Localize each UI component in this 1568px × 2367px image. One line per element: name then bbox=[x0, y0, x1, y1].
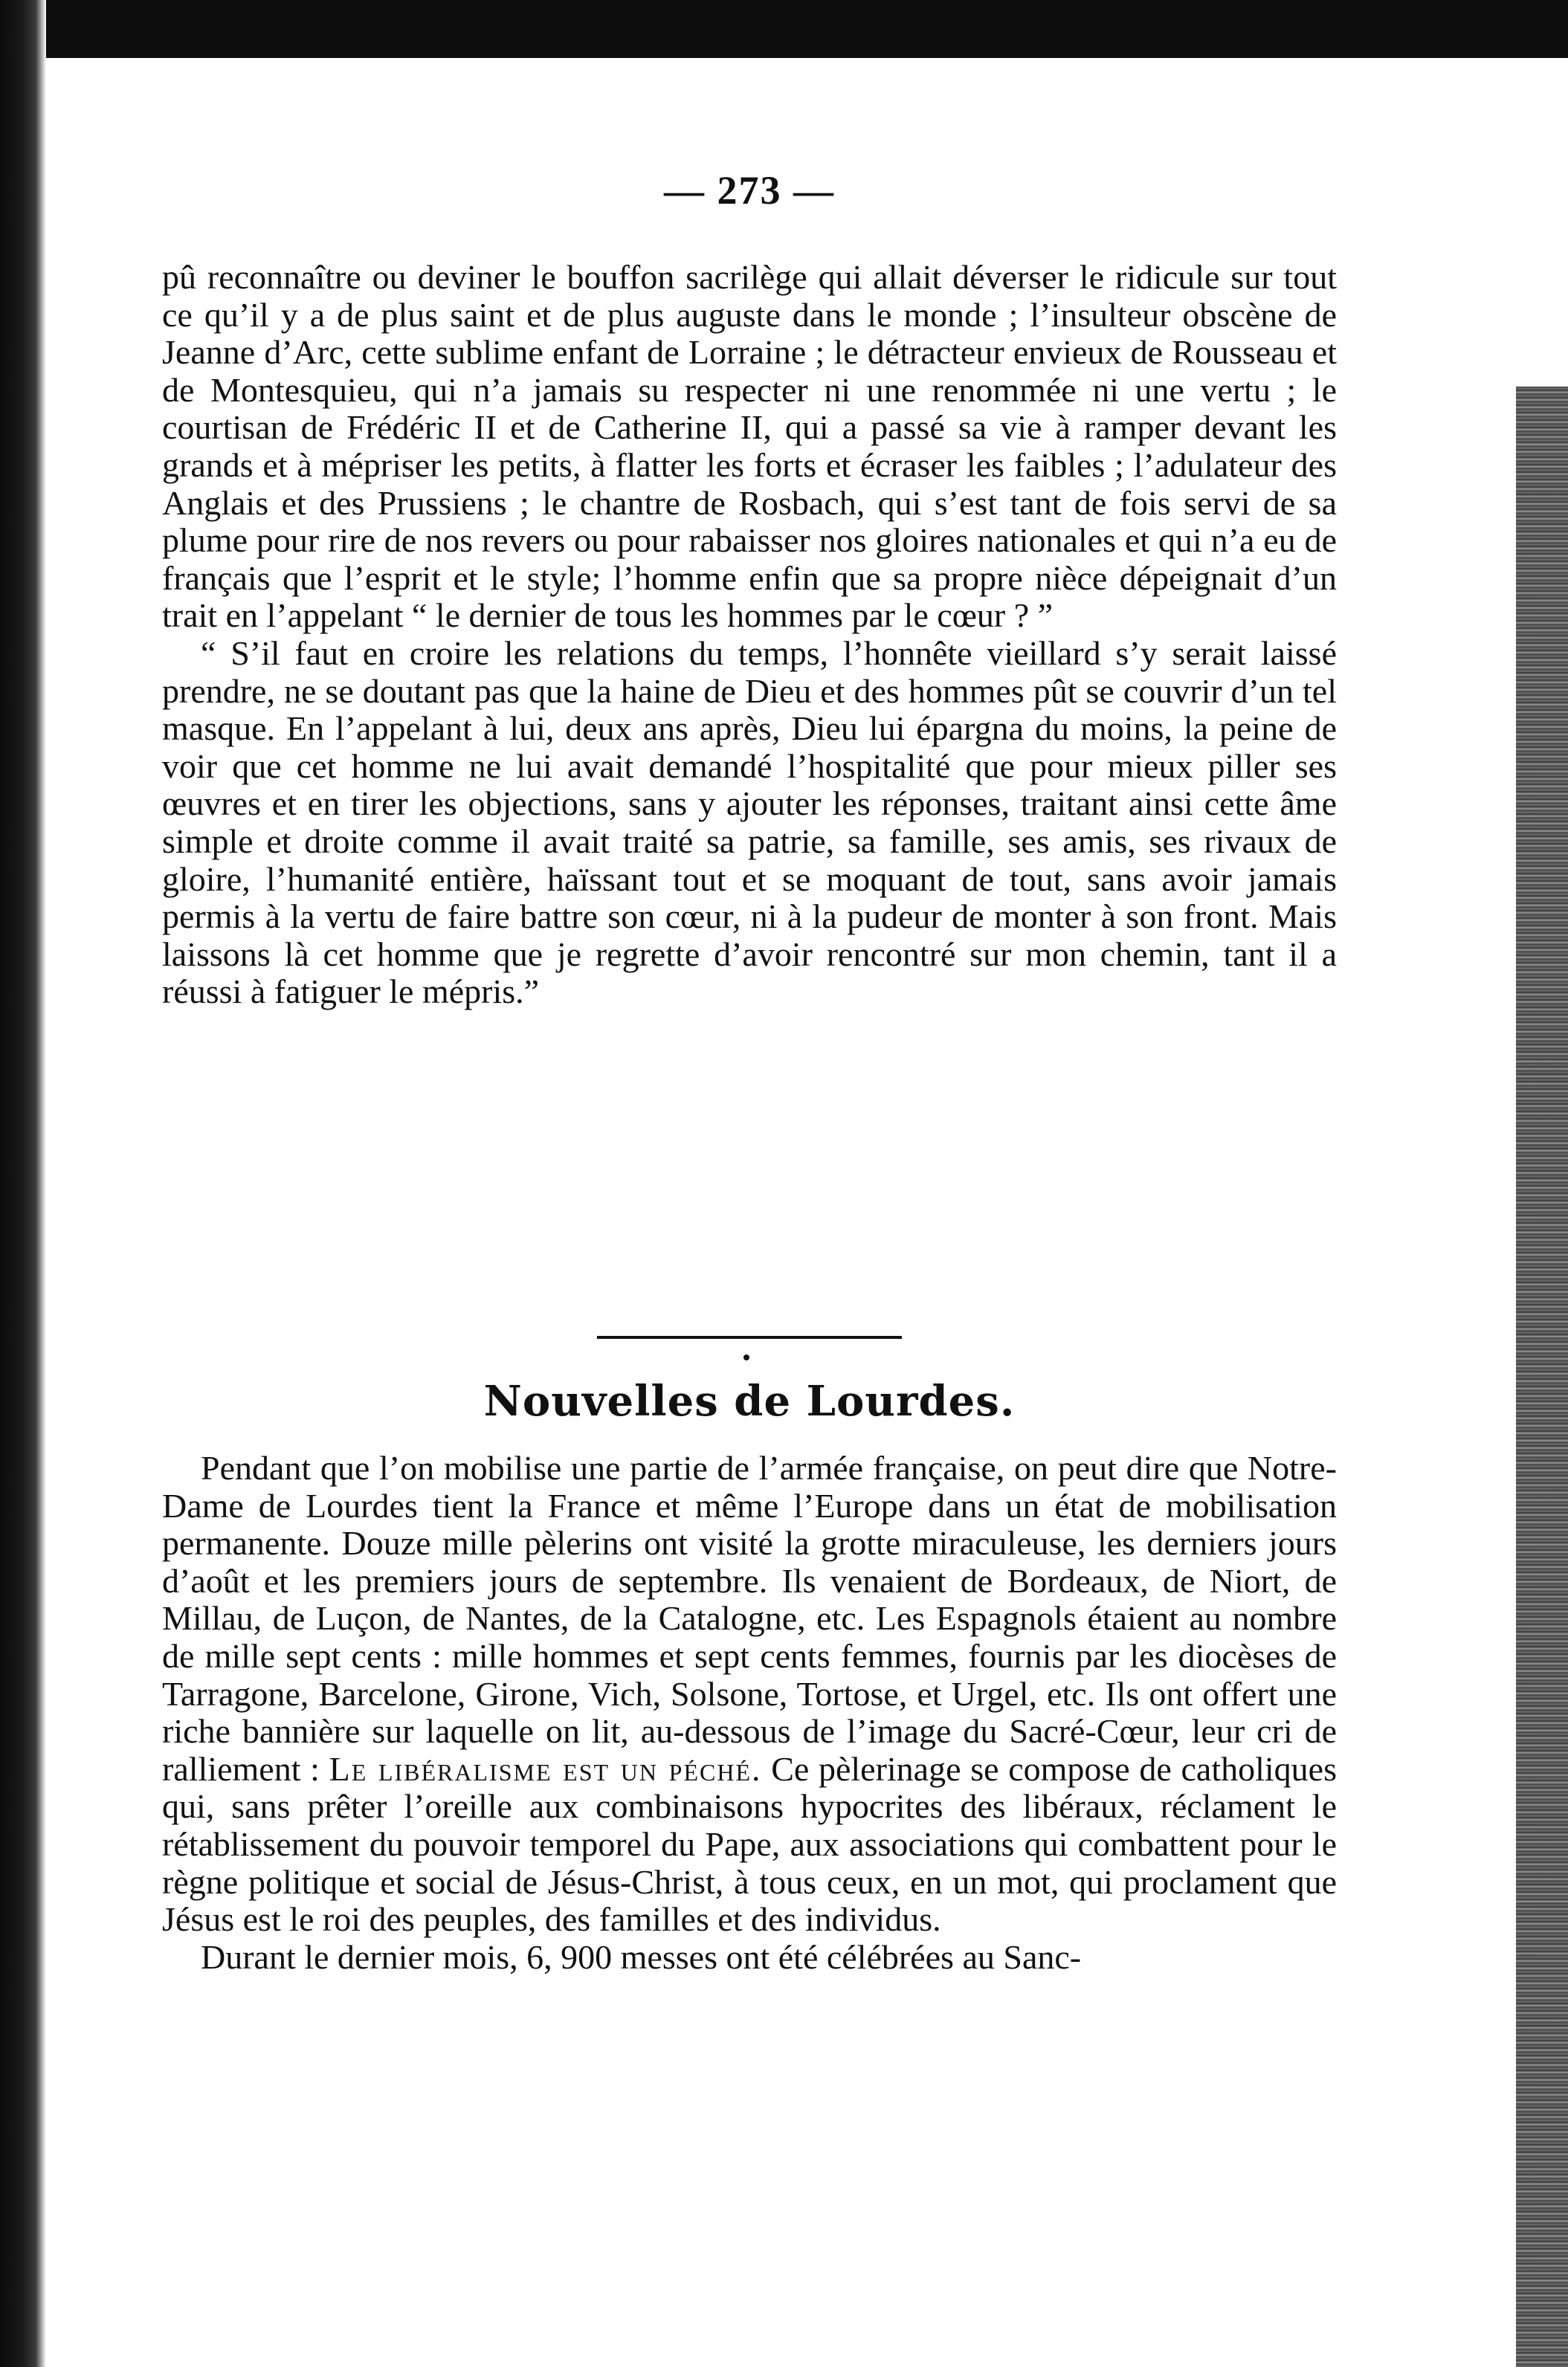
page-number: — 273 — bbox=[664, 168, 835, 213]
paragraph-1: pû reconnaître ou deviner le bouffon sacrilège qui allait déverser le ridicule sur tout ce qu’il y a de plus saint et de plus auguste dans le monde ; l’insulteur obscène de Jeanne d’Arc, cette sublime enfant de Lorraine ; le détracteur envieux de Rousseau et de Montesquieu, qui n’a jamais su respecter ni une renommée ni une vertu ; le courtisan de Frédéric II et de Catherine II, qui a passé sa vie à ramper devant les grands et à mépriser les petits, à flatter les forts et écraser les faibles ; l’adulateur des Anglais et des Prussiens ; le chantre de Rosbach, qui s’est tant de fois servi de sa plume pour rire de nos revers ou pour rabaisser nos gloires nationales et qui n’a eu de français que l’esprit et le style; l’homme enfin que sa propre nièce dépeignait d’un trait en l’appelant “ le dernier de tous les hommes par le cœur ? ” bbox=[162, 258, 1337, 635]
paragraph-4: Durant le dernier mois, 6, 900 messes ont été célébrées au Sanc- bbox=[201, 1937, 1082, 1976]
paragraph-3-lead: Pendant que l’on mobilise une partie de l’armée française, on peut dire que Notre-Dame de Lourdes tient la France et même l’Europe dans un état de mobilisation permanente. Douze mille pèlerins ont visité la grotte miraculeuse, les derniers jours d’août et les premiers jours de septembre. Ils venaient de Bordeaux, de Niort, de Millau, de Luçon, de Nantes, de la Catalogne, etc. Les Espagnols étaient au nombre de mille sept cents : mille hommes et sept cents femmes, fournis par les diocèses de Tarragone, Barcelone, Girone, Vich, Solsone, Tortose, et Urgel, etc. Ils ont offert une riche bannière sur laquelle on lit, au-dessous de l’image du Sacré-Cœur, leur cri de ralliement : bbox=[162, 1449, 1337, 1788]
text-block-top bbox=[162, 259, 1337, 1011]
text-block-bottom bbox=[162, 1450, 1337, 1976]
section-divider bbox=[597, 1336, 902, 1339]
section-title: Nouvelles de Lourdes. bbox=[483, 1377, 1016, 1426]
scan-edge-left bbox=[0, 0, 46, 2367]
banner-motto: Le libéralisme est un péché. bbox=[329, 1749, 762, 1788]
paragraph-2: “ S’il faut en croire les relations du temps, l’honnête vieillard s’y serait laissé prendre, ne se doutant pas que la haine de Dieu et des hommes pût se couvrir d’un tel masque. En l’appelant à lui, deux ans après, Dieu lui épargna du moins, la peine de voir que cet homme ne lui avait demandé l’hospitalité que pour mieux piller ses œuvres et en tirer les objections, sans y ajouter les réponses, traitant ainsi cette âme simple et droite comme il avait traité sa patrie, sa famille, ses amis, ses rivaux de gloire, l’humanité entière, haïssant tout et se moquant de tout, sans avoir jamais permis à la vertu de faire battre son cœur, ni à la pudeur de monter à son front. Mais laissons là cet homme que je regrette d’avoir rencontré sur mon chemin, tant il a réussi à fatiguer le mépris.” bbox=[162, 633, 1337, 1011]
paragraph-3 bbox=[162, 1450, 1337, 1939]
section-divider-dot bbox=[743, 1354, 749, 1360]
scan-edge-right bbox=[1516, 387, 1568, 2367]
scan-edge-top bbox=[0, 0, 1568, 58]
paragraph-3-rest: Ce pèlerinage se compose de catholiques qui, sans prêter l’oreille aux combinaisons hypocrites des libéraux, réclament le rétablissement du pouvoir temporel du Pape, aux associations qui combattent pour le règne politique et social de Jésus-Christ, à tous ceux, en un mot, qui proclament que Jésus est le roi des peuples, des familles et des individus. bbox=[162, 1749, 1337, 1939]
